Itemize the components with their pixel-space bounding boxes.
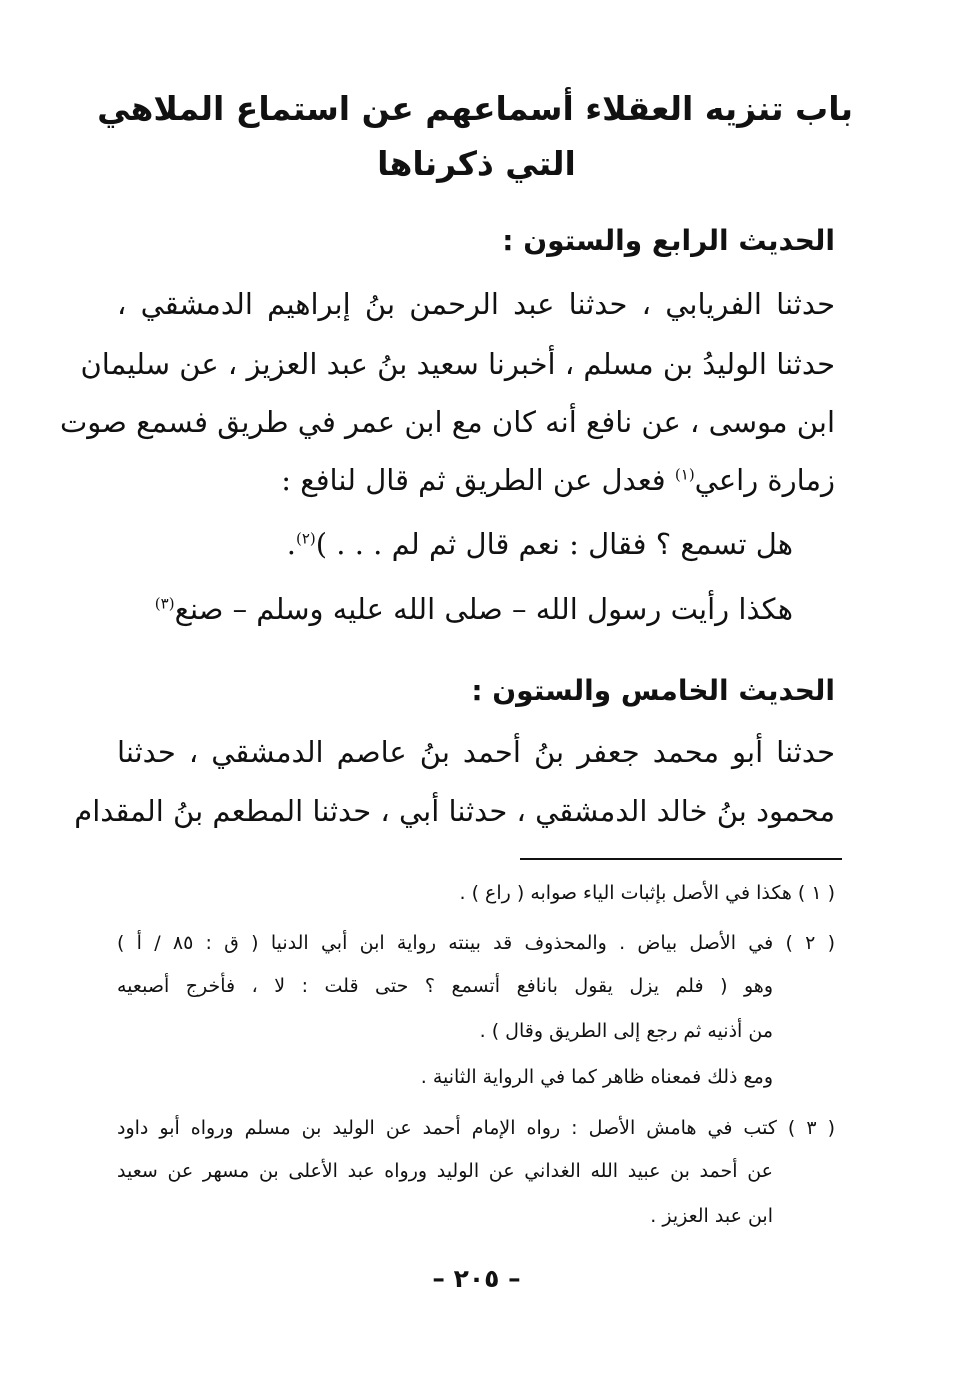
footnote-ref-1: (١) [674, 465, 695, 484]
chapter-title-line-2: التي ذكرناها [377, 144, 576, 183]
page-number: – ٢٠٥ – [432, 1264, 521, 1293]
hadith-64-quote-end: . [286, 527, 296, 561]
footnote-2-line-2: وهو ( فلم يزل يقول بانافع أتسمع ؟ حتى قلت : لا ، فأخرج أصبعيه [117, 975, 773, 997]
hadith-64-quote [286, 527, 793, 561]
hadith-65-heading: الحديث الخامس والستون : [471, 674, 835, 707]
footnote-2-line-4: ومع ذلك فمعناه ظاهر كما في الرواية الثانية . [420, 1066, 773, 1088]
footnote-ref-3: (٣) [154, 594, 175, 613]
hadith-64-heading: الحديث الرابع والستون : [502, 224, 835, 257]
hadith-64-closing-text: هكذا رأيت رسول الله – صلى الله عليه وسلم – صنع [174, 592, 793, 626]
footnote-2-line-1: ( ٢ ) في الأصل بياض . والمحذوف قد بينته رواية ابن أبي الدنيا ( ق : ٨٥ / أ ) [117, 932, 836, 954]
footnote-3-line-2: عن أحمد بن عبيد الله الغداني عن الوليد ورواه عبد الأعلى بن مسهر عن سعيد [117, 1160, 773, 1182]
hadith-64-line-4-text: زمارة راعي [694, 463, 835, 497]
footnote-3-line-1: ( ٣ ) كتب في هامش الأصل : رواه الإمام أحمد عن الوليد بن مسلم ورواه أبو داود [117, 1117, 835, 1139]
hadith-64-closing [154, 592, 793, 626]
hadith-65-line-2: محمود بنُ خالد الدمشقي ، حدثنا أبي ، حدثنا المطعم بنُ المقدام [74, 794, 835, 828]
footnote-1: ( ١ ) هكذا في الأصل بإثبات الياء صوابه ( راع ) . [459, 882, 835, 904]
footnote-separator [520, 858, 842, 860]
footnote-3-line-3: ابن عبد العزيز . [650, 1205, 773, 1227]
footnote-2-line-3: من أذنيه ثم رجع إلى الطريق وقال ) . [479, 1020, 773, 1042]
hadith-64-line-3: ابن موسى ، عن نافع أنه كان مع ابن عمر في طريق فسمع صوت [59, 405, 835, 439]
hadith-64-line-4 [117, 463, 835, 497]
hadith-64-line-4-rest: فعدل عن الطريق ثم قال لنافع : [281, 463, 675, 497]
hadith-64-line-1: حدثنا الفريابي ، حدثنا عبد الرحمن بنُ إبراهيم الدمشقي ، [117, 287, 835, 321]
hadith-65-line-1: حدثنا أبو محمد جعفر بنُ أحمد بنُ عاصم الدمشقي ، حدثنا [117, 735, 835, 769]
hadith-64-line-2: حدثنا الوليدُ بن مسلم ، أخبرنا سعيد بنُ عبد العزيز ، عن سليمان [80, 347, 835, 381]
footnote-ref-2: (٢) [295, 529, 316, 548]
chapter-title-line-1: باب تنزيه العقلاء أسماعهم عن استماع الملاهي [97, 89, 853, 128]
hadith-64-quote-text: هل تسمع ؟ فقال : نعم قال ثم لم . . . ) [315, 527, 793, 561]
